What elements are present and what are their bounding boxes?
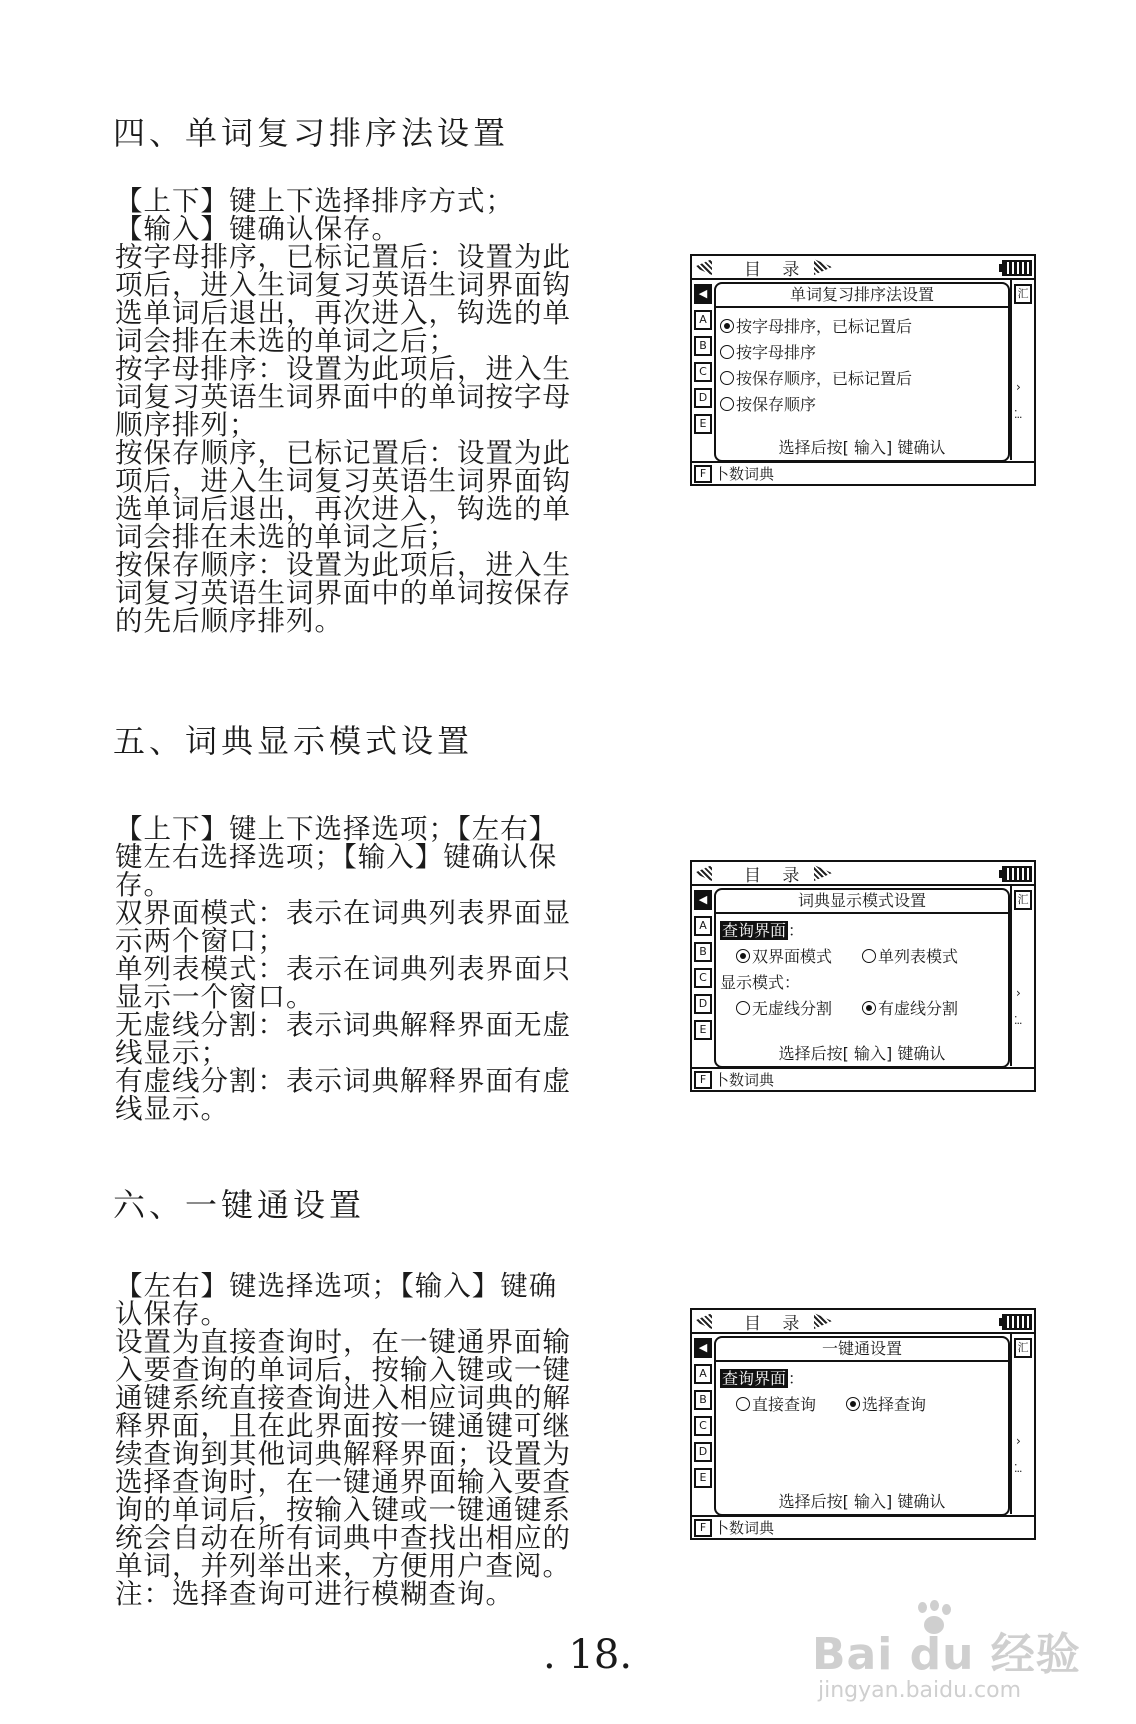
dots-icon: ⁚..: [1014, 1462, 1022, 1475]
sidebar-key-a[interactable]: A: [694, 310, 712, 330]
settings-panel: [714, 888, 1010, 1068]
menu-title: 目 录: [744, 260, 808, 280]
device-screen-sort-settings: [690, 254, 1036, 486]
right-key[interactable]: 汇: [1014, 284, 1032, 304]
text-line: 按保存顺序：设置为此项后，进入生: [115, 549, 571, 581]
bottom-key-f[interactable]: F: [694, 1071, 712, 1089]
panel-title: 词典显示模式设置: [716, 890, 1008, 914]
sidebar-key-back[interactable]: ◀: [694, 284, 712, 304]
text-line: 注：选择查询可进行模糊查询。: [115, 1578, 514, 1610]
sidebar-key-a[interactable]: A: [694, 916, 712, 936]
group-label-query-view: 查询界面 ：: [722, 1369, 805, 1388]
text-line: 【左右】键选择选项；【输入】键确: [115, 1270, 558, 1302]
text-line: 有虚线分割：表示词典解释界面有虚: [115, 1065, 571, 1097]
bottom-key-f[interactable]: F: [694, 1519, 712, 1537]
screen-right-column: [1010, 1334, 1034, 1514]
text-line: 无虚线分割：表示词典解释界面无虚: [115, 1009, 571, 1041]
text-line: 选择查询时，在一键通界面输入要查: [115, 1466, 571, 1498]
arrow-left-icon[interactable]: [694, 259, 712, 275]
text-line: 项后，进入生词复习英语生词界面钩: [115, 465, 571, 497]
text-line: 按字母排序：设置为此项后，进入生: [115, 353, 571, 385]
arrow-right-icon[interactable]: [814, 865, 832, 881]
confirm-hint: 选择后按[ 输入] 键确认: [778, 1044, 946, 1063]
option-select-query[interactable]: 选择查询: [846, 1392, 926, 1415]
battery-icon: [1002, 866, 1032, 882]
option-sort-saved-marked[interactable]: 按保存顺序，已标记置后: [720, 366, 912, 389]
settings-panel: [714, 282, 1010, 462]
text-line: 项后，进入生词复习英语生词界面钩: [115, 269, 571, 301]
screen-bottom-bar: [692, 461, 1034, 485]
text-line: 单列表模式：表示在词典列表界面只: [115, 953, 571, 985]
bottom-dictionary-label: 卜数词典: [714, 1519, 775, 1537]
radio-icon: [736, 1397, 750, 1411]
text-line: 示两个窗口；: [115, 925, 286, 957]
sidebar-key-e[interactable]: E: [694, 414, 712, 434]
text-line: 键左右选择选项；【输入】键确认保: [115, 841, 558, 873]
screen-bottom-bar: [692, 1067, 1034, 1091]
sidebar-key-back[interactable]: ◀: [694, 1338, 712, 1358]
screen-topbar: [692, 256, 1034, 280]
option-sort-saved[interactable]: 按保存顺序: [720, 392, 816, 415]
sidebar-key-e[interactable]: E: [694, 1020, 712, 1040]
text-line: 单词，并列举出来，方便用户查阅。: [115, 1550, 571, 1582]
bottom-dictionary-label: 卜数词典: [714, 1071, 775, 1089]
text-line: 通键系统直接查询进入相应词典的解: [115, 1382, 571, 1414]
text-line: 词会排在未选的单词之后；: [115, 325, 457, 357]
text-line: 显示一个窗口。: [115, 981, 315, 1013]
section5-heading: 五、词典显示模式设置: [113, 722, 474, 760]
page-number: . 18.: [543, 1632, 633, 1678]
sidebar-key-d[interactable]: D: [694, 388, 712, 408]
arrow-left-icon[interactable]: [694, 865, 712, 881]
section6-heading: 六、一键通设置: [113, 1186, 366, 1224]
text-line: 按字母排序，已标记置后：设置为此: [115, 241, 571, 273]
radio-icon: [862, 949, 876, 963]
sidebar-key-b[interactable]: B: [694, 336, 712, 356]
watermark-brand: Bai du 经验: [812, 1629, 1081, 1680]
text-line: 【上下】键上下选择排序方式；: [115, 185, 514, 217]
radio-selected-icon: [862, 1001, 876, 1015]
bottom-key-f[interactable]: F: [694, 465, 712, 483]
screen-right-column: [1010, 280, 1034, 460]
radio-selected-icon: [846, 1397, 860, 1411]
right-key[interactable]: 汇: [1014, 1338, 1032, 1358]
text-line: 线显示。: [115, 1093, 229, 1125]
arrow-right-icon[interactable]: [814, 259, 832, 275]
dots-icon: ⁚..: [1014, 1014, 1022, 1027]
screen-bottom-bar: [692, 1515, 1034, 1539]
sidebar-key-back[interactable]: ◀: [694, 890, 712, 910]
section4-heading: 四、单词复习排序法设置: [113, 114, 510, 152]
chevron-right-icon: ›: [1016, 380, 1021, 394]
text-line: 词会排在未选的单词之后；: [115, 521, 457, 553]
option-dashed[interactable]: 有虚线分割: [862, 996, 958, 1019]
text-line: 按保存顺序，已标记置后：设置为此: [115, 437, 571, 469]
baidu-watermark: [812, 1590, 1112, 1710]
sidebar-key-e[interactable]: E: [694, 1468, 712, 1488]
text-line: 存。: [115, 869, 172, 901]
sidebar-key-a[interactable]: A: [694, 1364, 712, 1384]
screen-topbar: [692, 862, 1034, 886]
device-screen-one-key: [690, 1308, 1036, 1540]
text-line: 【输入】键确认保存。: [115, 213, 400, 245]
group-label-query-view: 查询界面 ：: [722, 921, 805, 940]
sidebar-key-d[interactable]: D: [694, 1442, 712, 1462]
sidebar-key-b[interactable]: B: [694, 942, 712, 962]
text-line: 释界面，且在此界面按一键通键可继: [115, 1410, 571, 1442]
watermark-url: jingyan.baidu.com: [818, 1678, 1022, 1703]
chevron-right-icon: ›: [1016, 986, 1021, 1000]
text-line: 续查询到其他词典解释界面；设置为: [115, 1438, 571, 1470]
screen-right-column: [1010, 886, 1034, 1066]
text-line: 选单词后退出，再次进入，钩选的单: [115, 297, 571, 329]
text-line: 询的单词后，按输入键或一键通键系: [115, 1494, 571, 1526]
confirm-hint: 选择后按[ 输入] 键确认: [778, 438, 946, 457]
group-label-display-mode: 显示模式：: [720, 973, 801, 992]
sidebar-key-c[interactable]: C: [694, 1416, 712, 1436]
sidebar-key-c[interactable]: C: [694, 968, 712, 988]
sidebar-key-d[interactable]: D: [694, 994, 712, 1014]
option-direct-query[interactable]: 直接查询: [736, 1392, 816, 1415]
section6-body: [115, 1272, 615, 1608]
text-line: 词复习英语生词界面中的单词按字母: [115, 381, 571, 413]
text-line: 入要查询的单词后，按输入键或一键: [115, 1354, 571, 1386]
text-line: 设置为直接查询时，在一键通界面输: [115, 1326, 571, 1358]
device-screen-display-mode: [690, 860, 1036, 1092]
option-dual-pane[interactable]: 双界面模式: [736, 944, 832, 967]
panel-title: 一键通设置: [716, 1338, 1008, 1362]
confirm-hint: 选择后按[ 输入] 键确认: [778, 1492, 946, 1511]
sidebar-key-c[interactable]: C: [694, 362, 712, 382]
settings-panel: [714, 1336, 1010, 1516]
radio-icon: [736, 1001, 750, 1015]
battery-icon: [1002, 260, 1032, 276]
arrow-left-icon[interactable]: [694, 1313, 712, 1329]
radio-icon: [720, 397, 734, 411]
text-line: 顺序排列；: [115, 409, 258, 441]
section5-body: [115, 815, 615, 1123]
text-line: 的先后顺序排列。: [115, 605, 343, 637]
right-key[interactable]: 汇: [1014, 890, 1032, 910]
radio-icon: [720, 371, 734, 385]
option-no-dashed[interactable]: 无虚线分割: [736, 996, 832, 1019]
text-line: 【上下】键上下选择选项；【左右】: [115, 813, 558, 845]
text-line: 词复习英语生词界面中的单词按保存: [115, 577, 571, 609]
panel-title: 单词复习排序法设置: [716, 284, 1008, 308]
sidebar-key-b[interactable]: B: [694, 1390, 712, 1410]
arrow-right-icon[interactable]: [814, 1313, 832, 1329]
menu-title: 目 录: [744, 866, 808, 886]
text-line: 线显示；: [115, 1037, 229, 1069]
bottom-dictionary-label: 卜数词典: [714, 465, 775, 483]
option-sort-alpha-marked[interactable]: 按字母排序，已标记置后: [720, 314, 912, 337]
text-line: 认保存。: [115, 1298, 229, 1330]
menu-title: 目 录: [744, 1314, 808, 1334]
text-line: 选单词后退出，再次进入，钩选的单: [115, 493, 571, 525]
radio-icon: [720, 345, 734, 359]
chevron-right-icon: ›: [1016, 1434, 1021, 1448]
dots-icon: ⁚..: [1014, 408, 1022, 421]
text-line: 统会自动在所有词典中查找出相应的: [115, 1522, 571, 1554]
radio-selected-icon: [736, 949, 750, 963]
section4-body: [115, 187, 615, 635]
battery-icon: [1002, 1314, 1032, 1330]
option-sort-alpha[interactable]: 按字母排序: [720, 340, 816, 363]
option-single-list[interactable]: 单列表模式: [862, 944, 958, 967]
radio-selected-icon: [720, 319, 734, 333]
text-line: 双界面模式：表示在词典列表界面显: [115, 897, 571, 929]
screen-topbar: [692, 1310, 1034, 1334]
